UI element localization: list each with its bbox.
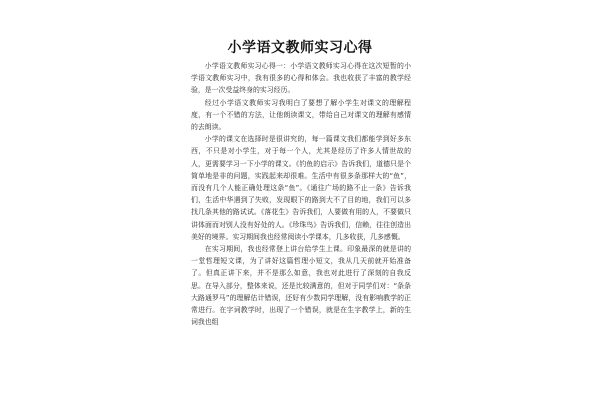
paragraph: 小学的课文在选择时是很讲究的，每一篇课文我们都能学到好多东西，不只是对小学生，对于每一个人，尤其是经历了许多人情世故的人，更需要学习一下小学的课文。《钓鱼的启示》告诉我们，道德只是个简单地是非的问题，实践起来却很难。生活中有很多条那样大的“鱼”，而没有几个人能正确处理这条“鱼”。《通往广场的路不止一条》告诉我们，生活中华遇到了失败，发现眼下的路到大不了目的地，我们可以多找几条其他的路试试。《落花生》告诉我们，人要做有用的人，不要做只讲体面而对别人没有好处的人。《珍珠鸟》告诉我们，信赖，往往创造出美好的境界。实习期间我也经常阅读小学课本，几多收获，几多感慨。 (191, 135, 411, 241)
paragraph: 经过小学语文教师实习我明白了要想了解小学生对课文的理解程度，有一个不错的方法，让他朗读课文，带给自己对课文的理解有感情的去朗读。 (191, 98, 411, 132)
paragraph: 小学语文教师实习心得一：小学语文教师实习心得在这次短暂的小学语文教师实习中，我有很多的心得和体会。我也收获了丰富的教学经验，是一次受益终身的实习经历。 (191, 62, 411, 95)
document-body (191, 60, 411, 328)
paragraph: 在实习期间，我也经常登上讲台给学生上课。印象最深的就是讲的一堂哲理短文课，为了讲好这篇哲理小短文，我从几天前就开始准备了。但真正讲下来，并不是那么如意，我也对此进行了深刻的自我反思。在导入部分，整体来说，还是比较满意的，但对于同学们对：“条条大路通罗马”的理解估计错误，还好有少数同学理解，没有影响教学的正常进行。在字词教学时，出现了一个错误，就是在生字教学上，新的生词我也组 (191, 245, 411, 327)
document-title: 小学语文教师实习心得 (227, 40, 373, 56)
